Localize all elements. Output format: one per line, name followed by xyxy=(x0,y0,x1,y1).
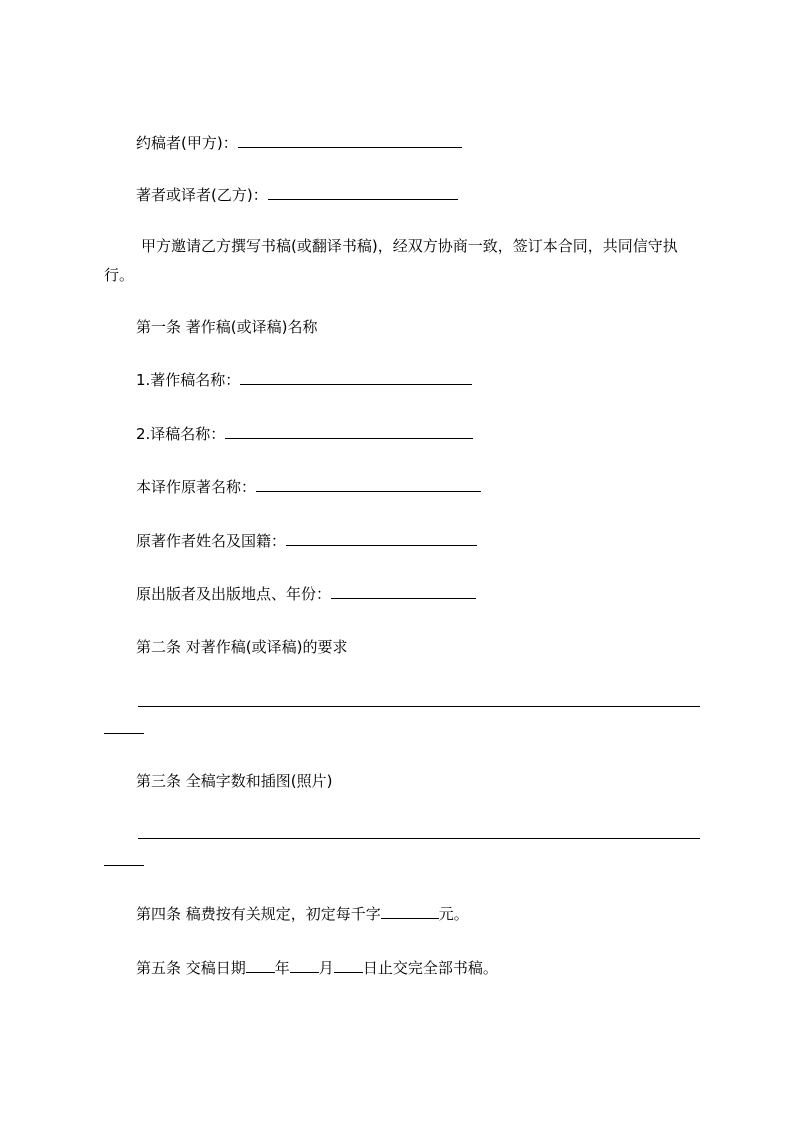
translation-name-row xyxy=(136,424,473,444)
article-2-blank-line-2[interactable] xyxy=(104,733,144,734)
party-a-blank[interactable] xyxy=(238,133,462,148)
article-5-row xyxy=(136,958,498,978)
original-author-label: 原著作者姓名及国籍： xyxy=(136,532,287,550)
original-publisher-blank[interactable] xyxy=(331,584,476,599)
delivery-month-blank[interactable] xyxy=(290,958,319,973)
translation-name-blank[interactable] xyxy=(225,424,473,439)
delivery-day-blank[interactable] xyxy=(334,958,363,973)
party-b-row xyxy=(136,185,458,205)
translation-name-label: 2.译稿名称： xyxy=(136,425,226,443)
party-a-row xyxy=(136,133,462,153)
article-3-title: 第三条 全稿字数和插图(照片) xyxy=(136,772,333,790)
party-b-label: 著者或译者(乙方)： xyxy=(136,186,268,204)
original-publisher-row xyxy=(136,584,476,604)
article-2-blank-line-1[interactable] xyxy=(138,706,700,707)
article-5-suffix: 日止交完全部书稿。 xyxy=(362,959,498,977)
delivery-year-blank[interactable] xyxy=(246,958,275,973)
article-3-blank-line-1[interactable] xyxy=(138,838,700,839)
original-author-row xyxy=(136,531,477,551)
article-4-suffix: 元。 xyxy=(438,905,469,923)
fee-per-thousand-blank[interactable] xyxy=(381,904,439,919)
article-1-title: 第一条 著作稿(或译稿)名称 xyxy=(136,318,318,336)
year-label: 年 xyxy=(274,959,290,977)
original-title-label: 本译作原著名称： xyxy=(136,478,257,496)
month-label: 月 xyxy=(318,959,334,977)
original-author-blank[interactable] xyxy=(286,531,477,546)
article-3-blank-line-2[interactable] xyxy=(104,865,144,866)
party-b-blank[interactable] xyxy=(268,185,458,200)
work-name-label: 1.著作稿名称： xyxy=(136,371,241,389)
original-title-row xyxy=(136,477,481,497)
work-name-blank[interactable] xyxy=(240,370,472,385)
article-4-prefix: 第四条 稿费按有关规定，初定每千字 xyxy=(136,905,381,923)
original-title-blank[interactable] xyxy=(256,477,481,492)
article-5-prefix: 第五条 交稿日期 xyxy=(136,959,246,977)
work-name-row xyxy=(136,370,472,390)
original-publisher-label: 原出版者及出版地点、年份： xyxy=(136,585,332,603)
intro-paragraph: 甲方邀请乙方撰写书稿(或翻译书稿)，经双方协商一致，签订本合同，共同信守执行。 xyxy=(104,237,678,284)
party-a-label: 约稿者(甲方)： xyxy=(136,134,238,152)
article-2-title: 第二条 对著作稿(或译稿)的要求 xyxy=(136,638,348,656)
article-4-row xyxy=(136,904,469,924)
